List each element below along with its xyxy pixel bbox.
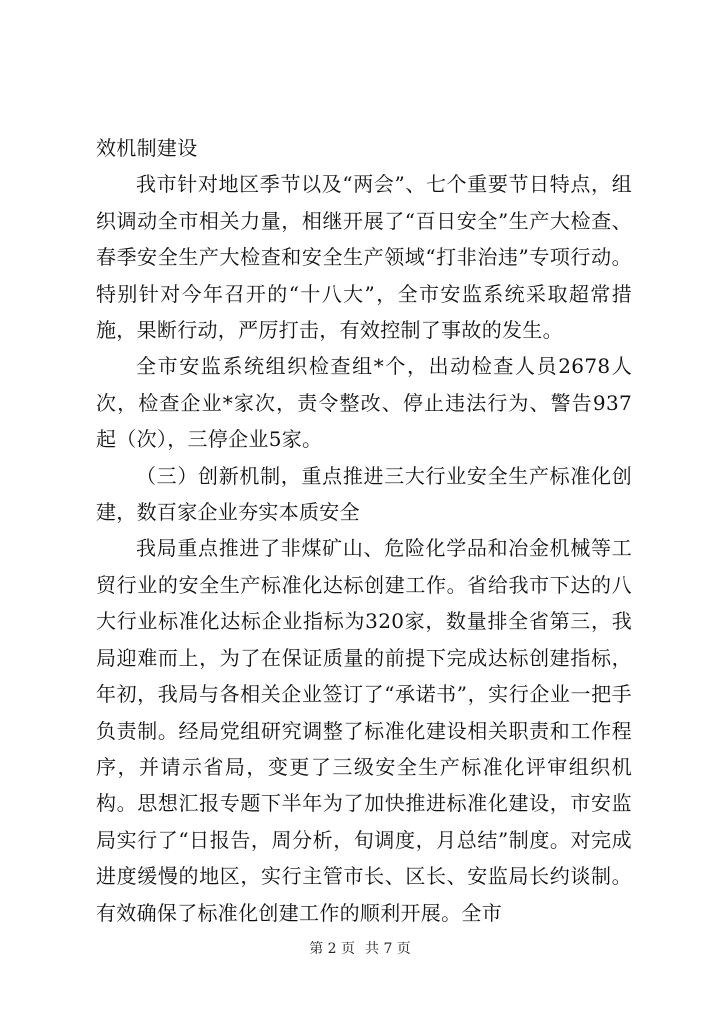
paragraph-standardization: 我局重点推进了非煤矿山、危险化学品和冶金机械等工贸行业的安全生产标准化达标创建工作。省给我市下达的八大行业标准化达标企业指标为320家，数量排全省第三，我局迎难而上，为了在保证质量的前提下完成达标创建指标，年初，我局与各相关企业签订了“承诺书”，实行企业一把手负责制。经局党组研究调整了标准化建设相关职责和工作程序，并请示省局，变更了三级安全生产标准化评审组织机构。思想汇报专题下半年为了加快推进标准化建设，市安监局实行了“日报告，周分析，旬调度，月总结”制度。对完成进度缓慢的地区，实行主管市长、区长、安监局长约谈制。有效确保了标准化创建工作的顺利开展。全市 — [96, 536, 632, 925]
paragraph-heading-continuation: 效机制建设 — [96, 136, 198, 160]
section-heading-innovation: （三）创新机制，重点推进三大行业安全生产标准化创建，数百家企业夯实本质安全 — [96, 463, 632, 525]
document-body — [96, 130, 632, 931]
page-footer — [0, 938, 720, 958]
page-total: 共 7 页 — [365, 941, 411, 957]
paragraph-inspection-statistics: 全市安监系统组织检查组*个，出动检查人员2678人次，检查企业*家次，责令整改、停止违法行为、警告937起（次），三停企业5家。 — [96, 354, 632, 452]
paragraph-inspection-campaigns: 我市针对地区季节以及“两会”、七个重要节日特点，组织调动全市相关力量，相继开展了“百日安全”生产大检查、春季安全生产大检查和安全生产领域“打非治违”专项行动。特别针对今年召开的“十八大”，全市安监系统采取超常措施，果断行动，严厉打击，有效控制了事故的发生。 — [96, 172, 632, 343]
page-number: 第 2 页 — [309, 941, 355, 957]
